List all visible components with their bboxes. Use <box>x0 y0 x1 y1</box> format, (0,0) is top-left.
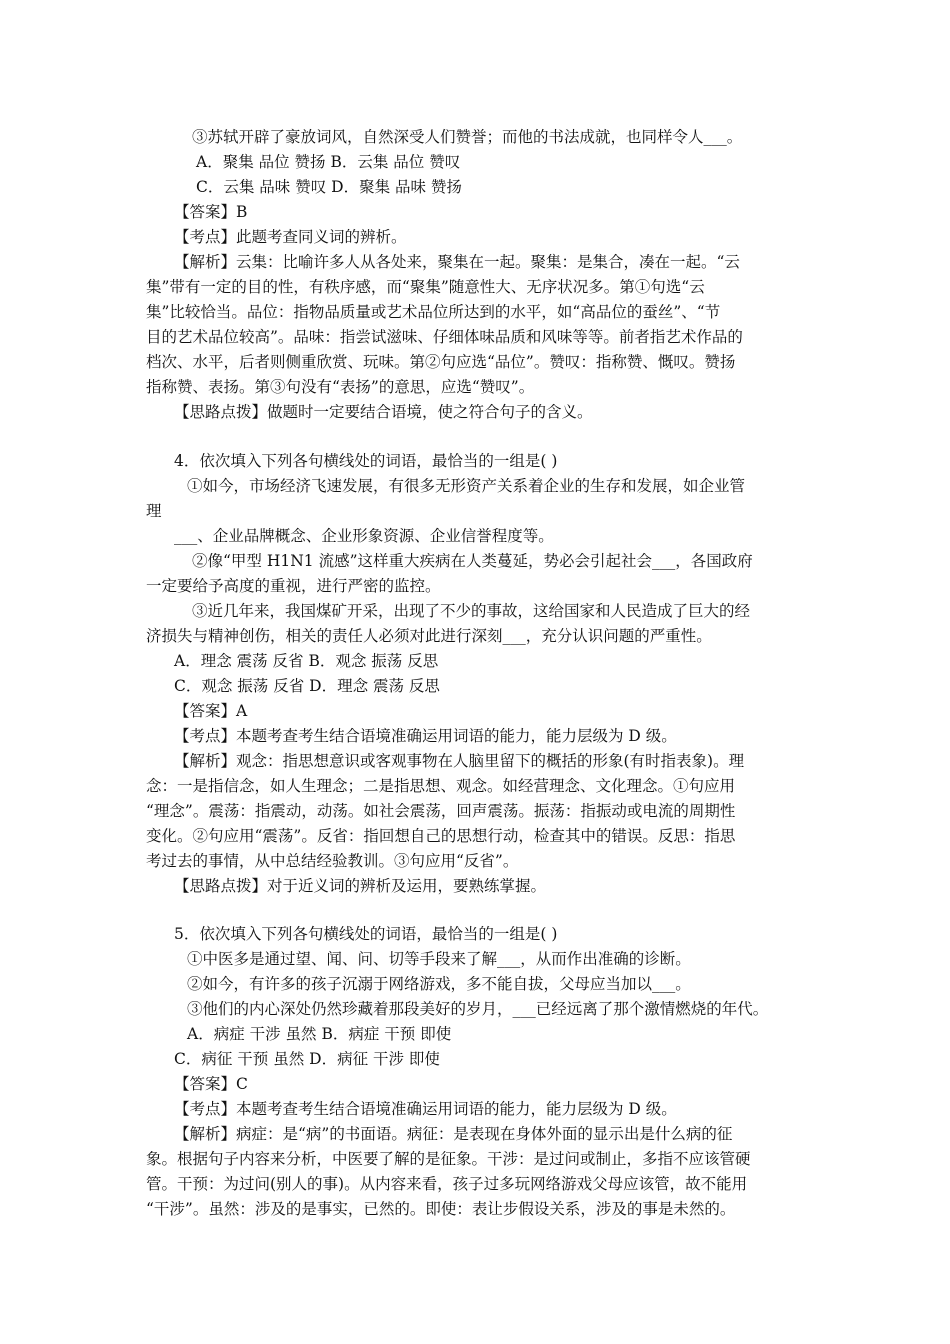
question-4-title: 4．依次填入下列各句横线处的词语，最恰当的一组是( ) <box>174 452 558 470</box>
analysis-line: 目的艺术品位较高”。品味：指尝试滋味、仔细体味品质和风味等等。前者指艺术作品的 <box>146 328 743 346</box>
answer-line: 【答案】A <box>174 702 248 720</box>
analysis-line: 集”比较恰当。品位：指物品质量或艺术品位所达到的水平，如“高品位的蚕丝”、“节 <box>146 303 721 321</box>
option-line-ab: A．聚集 品位 赞扬 B．云集 品位 赞叹 <box>196 153 461 171</box>
analysis-line: 念：一是指信念，如人生理念；二是指思想、观念。如经营理念、文化理念。①句应用 <box>146 777 736 795</box>
key-point-line: 【考点】此题考查同义词的辨析。 <box>174 228 407 246</box>
answer-line: 【答案】C <box>174 1075 248 1093</box>
analysis-line: 管。干预：为过问(别人的事)。从内容来看，孩子过多玩网络游戏父母应该管，故不能用 <box>146 1175 748 1193</box>
hint-line: 【思路点拨】对于近义词的辨析及运用，要熟练掌握。 <box>174 877 547 895</box>
analysis-line: 考过去的事情，从中总结经验教训。③句应用“反省”。 <box>146 852 519 870</box>
q4-sentence-2-cont: 一定要给予高度的重视，进行严密的监控。 <box>146 577 441 595</box>
key-point-line: 【考点】本题考查考生结合语境准确运用词语的能力，能力层级为 D 级。 <box>174 1100 677 1118</box>
q5-sentence-3: ③他们的内心深处仍然珍藏着那段美好的岁月，___已经远离了那个激情燃烧的年代。 <box>187 1000 769 1018</box>
q4-sentence-3: ③近几年来，我国煤矿开采，出现了不少的事故，这给国家和人民造成了巨大的经 <box>192 602 751 620</box>
hint-line: 【思路点拨】做题时一定要结合语境，使之符合句子的含义。 <box>174 403 593 421</box>
question-5-title: 5．依次填入下列各句横线处的词语，最恰当的一组是( ) <box>174 925 558 943</box>
q5-sentence-1: ①中医多是通过望、闻、问、切等手段来了解___，从而作出准确的诊断。 <box>187 950 691 968</box>
analysis-line: 档次、水平，后者则侧重欣赏、玩味。第②句应选“品位”。赞叹：指称赞、慨叹。赞扬 <box>146 353 736 371</box>
analysis-line: 象。根据句子内容来分析，中医要了解的是征象。干涉：是过问或制止，多指不应该管硬 <box>146 1150 751 1168</box>
analysis-line: 【解析】云集：比喻许多人从各处来，聚集在一起。聚集：是集合，凑在一起。“云 <box>174 253 740 271</box>
q4-sentence-1-cont: ___、企业品牌概念、企业形象资源、企业信誉程度等。 <box>174 527 554 545</box>
q4-sentence-1-cont: 理 <box>146 502 162 520</box>
q4-sentence-1: ①如今，市场经济飞速发展，有很多无形资产关系着企业的生存和发展，如企业管 <box>187 477 746 495</box>
q5-sentence-2: ②如今，有许多的孩子沉溺于网络游戏，多不能自拔，父母应当加以___。 <box>187 975 691 993</box>
option-line-cd: C．病征 干预 虽然 D．病征 干涉 即使 <box>174 1050 440 1068</box>
option-line-cd: C．云集 品味 赞叹 D．聚集 品味 赞扬 <box>196 178 462 196</box>
option-line-ab: A．病症 干涉 虽然 B．病症 干预 即使 <box>187 1025 452 1043</box>
analysis-line: 变化。②句应用“震荡”。反省：指回想自己的思想行动，检查其中的错误。反思：指思 <box>146 827 736 845</box>
q4-sentence-2: ②像“甲型 H1N1 流感”这样重大疾病在人类蔓延，势必会引起社会___，各国政府 <box>192 552 753 570</box>
analysis-line: 集”带有一定的目的性，有秩序感，而“聚集”随意性大、无序状况多。第①句选“云 <box>146 278 705 296</box>
analysis-line: “干涉”。虽然：涉及的是事实，已然的。即使：表让步假设关系，涉及的事是未然的。 <box>146 1200 736 1218</box>
analysis-line: 指称赞、表扬。第③句没有“表扬”的意思，应选“赞叹”。 <box>146 378 535 396</box>
analysis-line: “理念”。震荡：指震动，动荡。如社会震荡，回声震荡。振荡：指振动或电流的周期性 <box>146 802 736 820</box>
q4-sentence-3-cont: 济损失与精神创伤，相关的责任人必须对此进行深刻___，充分认识问题的严重性。 <box>146 627 712 645</box>
answer-line: 【答案】B <box>174 203 248 221</box>
key-point-line: 【考点】本题考查考生结合语境准确运用词语的能力，能力层级为 D 级。 <box>174 727 677 745</box>
analysis-line: 【解析】病症：是“病”的书面语。病征：是表现在身体外面的显示出是什么病的征 <box>174 1125 733 1143</box>
option-line-cd: C．观念 振荡 反省 D．理念 震荡 反思 <box>174 677 440 695</box>
analysis-line: 【解析】观念：指思想意识或客观事物在人脑里留下的概括的形象(有时指表象)。理 <box>174 752 745 770</box>
q3-sentence-3: ③苏轼开辟了豪放词风，自然深受人们赞誉；而他的书法成就，也同样令人___。 <box>192 128 743 146</box>
option-line-ab: A．理念 震荡 反省 B．观念 振荡 反思 <box>174 652 439 670</box>
